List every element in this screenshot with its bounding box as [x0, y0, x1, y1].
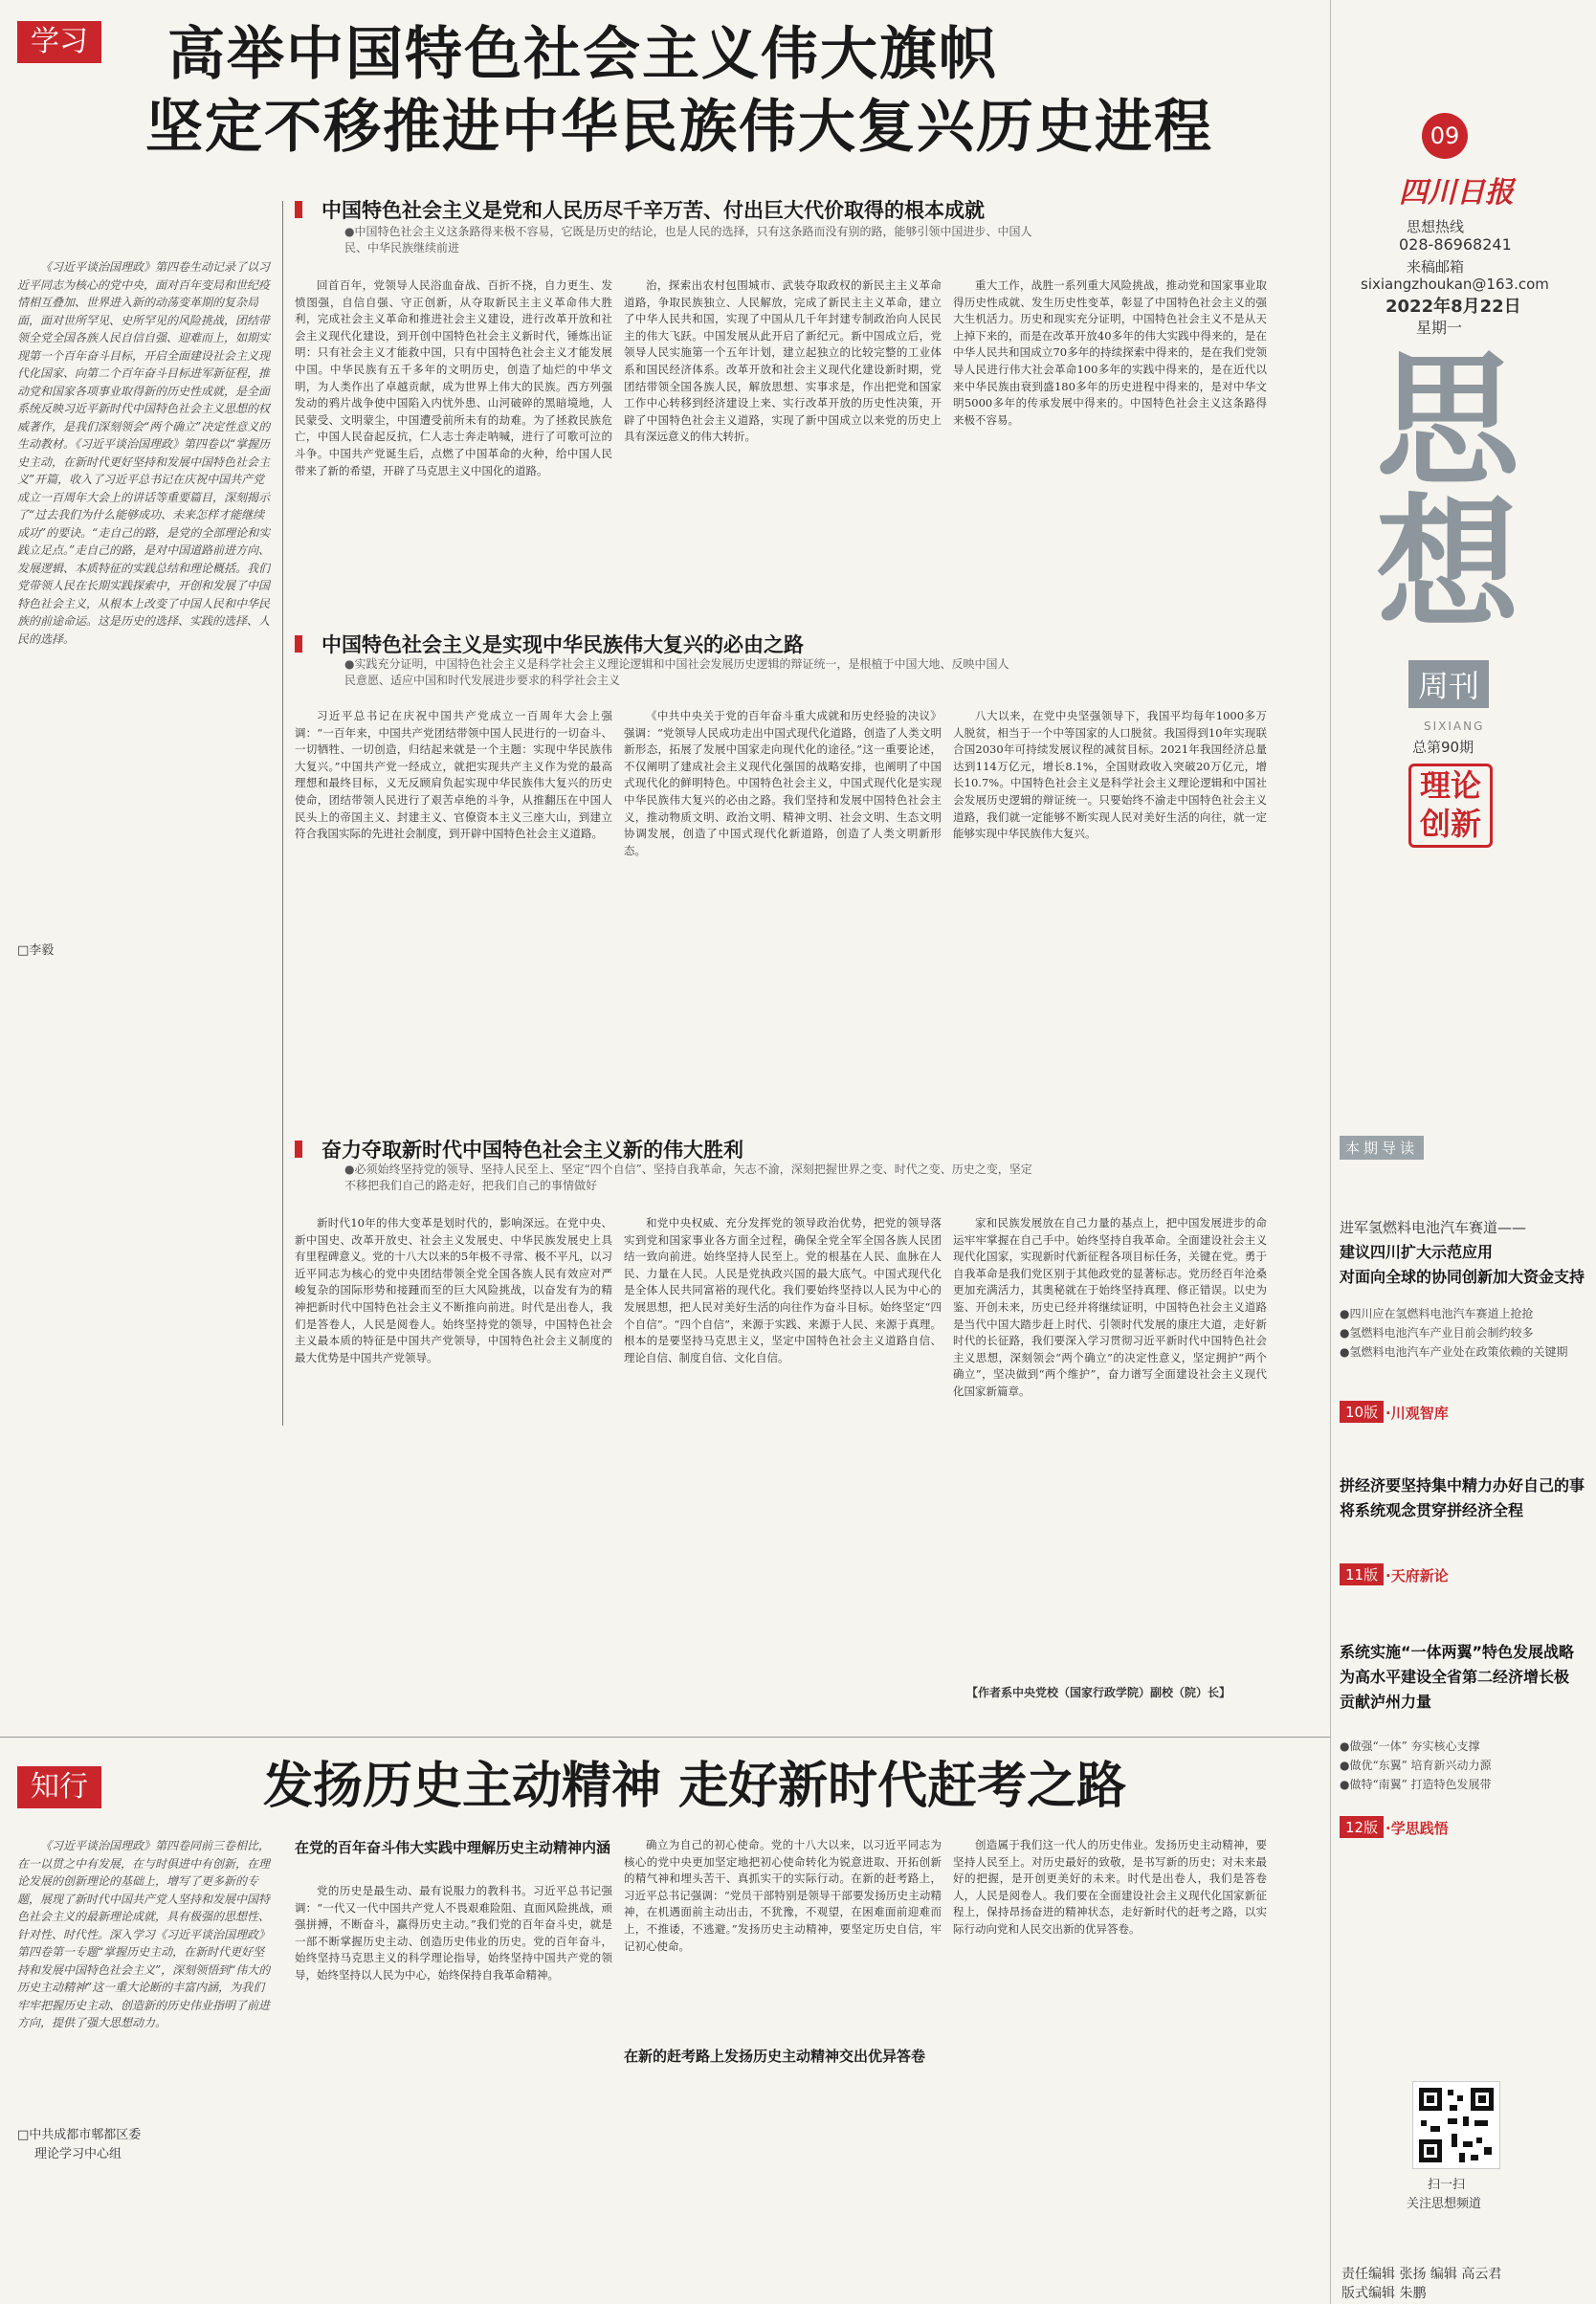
section-3-col-1: 新时代10年的伟大变革是划时代的，影响深远。在党中央、新中国史、改革开放史、社会主义发展史、中华民族发展史上具有里程碑意义。党的十八大以来的5年极不寻常、极不平凡，以习近平同志为核心的党中央团结带领全党全国各族人民有效应对严峻复杂的国际形势和接踵而至的巨大风险挑战，以奋发有为的精神把新时代中国特色社会主义不断推向前进。时代是出卷人，我们是答卷人，人民是阅卷人。始终坚持党的领导，中国特色社会主义最本质的特征是中国共产党领导，中国特色社会主义制度的最大优势是中国共产党领导。 [295, 1216, 612, 1364]
email-address: sixiangzhoukan@163.com [1361, 276, 1549, 293]
article-divider [0, 1737, 1330, 1738]
guide-3-section: ·学思践悟 [1385, 1820, 1449, 1837]
section-marker [295, 635, 302, 653]
bottom-col-3: 创造属于我们这一代人的历史伟业。发扬历史主动精神，要坚持人民至上。对历史最好的致敬，是书写新的历史；对未来最好的把握，是开创更美好的未来。时代是出卷人，我们是答卷人，人民是阅卷人。我们要在全面建设社会主义现代化国家新征程上，保持昂扬奋进的精神状态，走好新时代的赶考之路，以实际行动向党和人民交出新的优异答卷。 [953, 1838, 1267, 1936]
bottom-sub-1: 在党的百年奋斗伟大实践中理解历史主动精神内涵 [295, 1839, 611, 1856]
section-3-col-3: 家和民族发展放在自己力量的基点上，把中国发展进步的命运牢牢掌握在自己手中。始终坚持自我革命。全面建设社会主义现代化国家，实现新时代新征程各项目标任务，关键在党。勇于自我革命是我们党区别于其他政党的显著标志。党历经百年沧桑更加充满活力，其奥秘就在于始终坚持真理、修正错误。以史为鉴、开创未来，历史已经并将继续证明，中国特色社会主义道路是当代中国大踏步赶上时代、引领时代发展的康庄大道，走好新时代的长征路，我们要深入学习贯彻习近平新时代中国特色社会主义思想，深刻领会“两个确立”的决定性意义，坚定拥护“两个确立”，坚决做到“两个维护”，奋力谱写全面建设社会主义现代化国家新篇章。 [953, 1216, 1267, 1398]
section-1-col-2: 治，探索出农村包围城市、武装夺取政权的新民主主义革命道路，争取民族独立、人民解放，完成了新民主主义革命，建立了中华人民共和国，实现了中国从几千年封建专制政治向人民民主的伟大飞跃。中国发展从此开启了新纪元。新中国成立后，党领导人民实施第一个五年计划，建立起独立的比较完整的工业体系和国民经济体系。改革开放和社会主义现代化建设新时期，党团结带领全国各族人民，解放思想、实事求是，作出把党和国家工作中心转移到经济建设上来、实行改革开放的历史性决策，开辟了中国特色社会主义道路，实现了新中国成立以来党的历史上具有深远意义的伟大转折。 [624, 278, 942, 444]
weekly-badge: 周刊 [1408, 660, 1489, 708]
editor-credit-2: 版式编辑 朱鹏 [1341, 2286, 1427, 2301]
qr-caption-1: 扫一扫 [1428, 2178, 1466, 2192]
bottom-col-2: 确立为自己的初心使命。党的十八大以来，以习近平同志为核心的党中央更加坚定地把初心使命转化为锐意进取、开拓创新的精气神和埋头苦干、真抓实干的实际行动。在新的赶考路上，习近平总书记强调：“党员干部特别是领导干部要发扬历史主动精神，在机遇面前主动出击，不犹豫，不观望，在困难面前迎难而上，不推诿，不逃避。”发扬历史主动精神，要坚定历史自信，牢记初心使命。 [624, 1838, 942, 1953]
guide-1-bullet-2: ●氢燃料电池汽车产业目前会制约较多 [1340, 1326, 1534, 1340]
bottom-col-1: 党的历史是最生动、最有说服力的教科书。习近平总书记强调：“一代又一代中国共产党人不畏艰难险阻、直面风险挑战，顽强拼搏，不断奋斗，赢得历史主动。”我们党的百年奋斗史，就是一部不断掌握历史主动、创造历史伟业的历史。党的百年奋斗，始终坚持马克思主义的科学理论指导，始终坚持中国共产党的领导，始终坚持以人民为中心，始终保持自我革命精神。 [295, 1884, 612, 1982]
page-headline-line-2: 坚定不移推进中华民族伟大复兴历史进程 [145, 94, 1213, 161]
guide-1-kicker: 进军氢燃料电池汽车赛道—— [1340, 1219, 1527, 1236]
bottom-author-1: □中共成都市郫都区委 [17, 2128, 142, 2142]
guide-3-bullet-2: ●做优“东翼” 培育新兴动力源 [1340, 1759, 1492, 1772]
theory-innovation-stamp: 理论创新 [1408, 764, 1493, 848]
bottom-author-2: 理论学习中心组 [34, 2147, 122, 2161]
guide-1-title[interactable]: 建议四川扩大示范应用 对面向全球的协同创新加大资金支持 [1340, 1243, 1585, 1286]
section-big-title: 思想 [1351, 344, 1519, 631]
section-1-col-3: 重大工作，战胜一系列重大风险挑战，推动党和国家事业取得历史性成就、发生历史性变革，彰显了中国特色社会主义的强大生机活力。历史和现实充分证明，中国特色社会主义不是从天上掉下来的，而是在改革开放40多年的伟大实践中得来的，是在中华人民共和国成立70多年的持续探索中得来的，是在我们党领导人民进行伟大社会革命100多年的实践中得来的，是在近代以来中华民族由衰到盛180多年的历史进程中得来的，是对中华文明5000多年的传承发展中得来的。中国特色社会主义这条路得来极不容易。 [953, 278, 1267, 427]
guide-2-page[interactable]: 11版 [1340, 1563, 1384, 1585]
guide-3-title[interactable]: 系统实施“一体两翼”特色发展战略 为高水平建设全省第二经济增长极 贡献泸州力量 [1340, 1643, 1575, 1711]
hotline-number: 028-86968241 [1399, 235, 1512, 254]
section-title-3: 奋力夺取新时代中国特色社会主义新的伟大胜利 [321, 1139, 743, 1162]
guide-1-bullet-3: ●氢燃料电池汽车产业处在政策依赖的关键期 [1340, 1345, 1568, 1359]
section-2-col-3: 八大以来，在党中央坚强领导下，我国平均每年1000多万人脱贫，相当于一个中等国家的人口脱贫。我国得到10年实现联合国2030年可持续发展议程的减贫目标。2021年我国经济总量达到114万亿元，增长8.1%，全国财政收入突破20万亿元，增长10.7%。中国特色社会主义是科学社会主义理论逻辑和中国社会发展历史逻辑的辩证统一。只要始终不渝走中国特色社会主义道路，我们就一定能够不断实现人民对美好生活的向往，就一定能够实现中华民族伟大复兴。 [953, 709, 1267, 841]
hotline-label: 思想热线 [1407, 218, 1465, 235]
guide-1-bullet-1: ●四川应在氢燃料电池汽车赛道上抢抢 [1340, 1307, 1534, 1320]
guide-2-section: ·天府新论 [1385, 1567, 1449, 1584]
bottom-sub-2: 在新的赶考路上发扬历史主动精神交出优异答卷 [624, 2048, 926, 2065]
issue-weekday: 星期一 [1416, 319, 1463, 337]
email-label: 来稿邮箱 [1407, 258, 1465, 276]
section-title-2: 中国特色社会主义是实现中华民族伟大复兴的必由之路 [321, 633, 804, 656]
newspaper-logo: 四川日报 [1399, 176, 1514, 210]
author-note: 【作者系中央党校（国家行政学院）副校（院）长】 [966, 1686, 1231, 1699]
section-marker [295, 1141, 302, 1158]
side-summary: 《习近平谈治国理政》第四卷生动记录了以习近平同志为核心的党中央，面对百年变局和世纪疫情相互叠加、世界进入新的动荡变革期的复杂局面，面对世所罕见、史所罕见的风险挑战，团结带领全党全国各族人民自信自强、迎难而上，如期实现第一个百年奋斗目标，开启全面建设社会主义现代化国家、向第二个百年奋斗目标进军新征程，推动党和国家各项事业取得新的历史性成就，是全面系统反映习近平新时代中国特色社会主义思想的权威著作，是我们深刻领会“两个确立”决定性意义的生动教材。《习近平谈治国理政》第四卷以“掌握历史主动，在新时代更好坚持和发展中国特色社会主义”开篇，收入了习近平总书记在庆祝中国共产党成立一百周年大会上的讲话等重要篇目，深刻揭示了“过去我们为什么能够成功、未来怎样才能继续成功”的要诀。“走自己的路，是党的全部理论和实践立足点。”走自己的路，是对中国道路前进方向、发展逻辑、本质特征的实践总结和理论概括。我们党带领人民在长期实践探索中，开创和发展了中国特色社会主义，从根本上改变了中国人民和中华民族的前途命运。这是历史的选择、实践的选择、人民的选择。 [17, 260, 271, 646]
section-1-col-1: 回首百年，党领导人民浴血奋战、百折不挠，自力更生、发愤图强，自信自强、守正创新，从夺取新民主主义革命伟大胜利，完成社会主义革命和推进社会主义建设，进行改革开放和社会主义现代化建设，到开创中国特色社会主义新时代，锤炼出证明：只有社会主义才能救中国，只有中国特色社会主义才能发展中国。中华民族有五千多年的文明历史，创造了灿烂的中华文明，为人类作出了卓越贡献，成为世界上伟大的民族。西方列强发动的鸦片战争使中国陷入内忧外患、山河破碎的黑暗境地，人民蒙受、文明蒙尘，中国遭受前所未有的劫难。为了拯救民族危亡，中国人民奋起反抗，仁人志士奔走呐喊，进行了可歌可泣的斗争。中国共产党诞生后，点燃了中国革命的火种，给中国人民带来了新的希望，开辟了马克思主义中国化的道路。 [295, 278, 612, 477]
guide-3-bullet-3: ●做特“南翼” 打造特色发展带 [1340, 1778, 1492, 1791]
author-byline: □李毅 [17, 943, 55, 958]
section-3-col-2: 和党中央权威、充分发挥党的领导政治优势，把党的领导落实到党和国家事业各方面全过程，确保全党全军全国各族人民团结一致向前进。始终坚持人民至上。党的根基在人民、血脉在人民、力量在人民。人民是党执政兴国的最大底气。中国式现代化是全体人民共同富裕的现代化。我们要始终坚持以人民为中心的发展思想，把人民对美好生活的向往作为奋斗目标。始终坚定“四个自信”。“四个自信”，来源于实践、来源于人民、来源于真理。根本的是要坚持马克思主义，坚定中国特色社会主义道路自信、理论自信、制度自信、文化自信。 [624, 1216, 942, 1364]
section-deck-3: ●必须始终坚持党的领导、坚持人民至上、坚定“四个自信”、坚持自我革命，矢志不渝，深刻把握世界之变、时代之变、历史之变，坚定不移把我们自己的路走好，把我们自己的事情做好 [344, 1163, 1032, 1192]
page-number-badge: 09 [1422, 113, 1468, 159]
page-headline-line-1: 高举中国特色社会主义伟大旗帜 [167, 21, 998, 88]
section-tag-knowledge: 知行 [17, 1766, 101, 1808]
guide-label: 本期导读 [1340, 1136, 1424, 1160]
issue-number: 总第90期 [1412, 739, 1474, 756]
section-deck-1: ●中国特色社会主义这条路得来极不容易，它既是历史的结论，也是人民的选择，只有这条路而没有别的路，能够引领中国进步、中国人民、中华民族继续前进 [344, 225, 1032, 255]
section-title-1: 中国特色社会主义是党和人民历尽千辛万苦、付出巨大代价取得的根本成就 [321, 199, 985, 222]
guide-3-bullet-1: ●做强“一体” 夯实核心支撑 [1340, 1739, 1480, 1753]
section-2-col-1: 习近平总书记在庆祝中国共产党成立一百周年大会上强调：“一百年来，中国共产党团结带领中国人民进行的一切奋斗、一切牺牲、一切创造，归结起来就是一个主题：实现中华民族伟大复兴。”中国共产党一经成立，就把实现共产主义作为党的最高理想和最终目标，义无反顾肩负起实现中华民族伟大复兴的历史使命，团结带领人民进行了艰苦卓绝的斗争，从推翻压在中国人民头上的帝国主义、封建主义、官僚资本主义三座大山，到建立符合我国实际的先进社会制度，到开辟中国特色社会主义道路。 [295, 709, 612, 841]
guide-3-page[interactable]: 12版 [1340, 1816, 1384, 1838]
issue-date: 2022年8月22日 [1385, 297, 1521, 317]
column-divider [282, 201, 283, 1426]
section-tag-study: 学习 [17, 21, 101, 63]
masthead-divider [1330, 0, 1331, 2304]
section-marker [295, 201, 302, 218]
guide-1-page[interactable]: 10版 [1340, 1401, 1384, 1423]
bottom-side-summary: 《习近平谈治国理政》第四卷同前三卷相比，在一以贯之中有发展，在与时俱进中有创新，在理论发展的创新理论的基础上，增写了更多新的专题，展现了新时代中国共产党人坚持和发展中国特色社会主义的最新理论成就，具有极强的思想性、针对性、时代性。深入学习《习近平谈治国理政》第四卷第一专题“掌握历史主动，在新时代更好坚持和发展中国特色社会主义”，深刻领悟到“伟大的历史主动精神”这一重大论断的丰富内涵，为我们牢牢把握历史主动、创造新的历史伟业指明了前进方向，提供了强大思想动力。 [17, 1839, 271, 2029]
bottom-headline: 发扬历史主动精神 走好新时代赶考之路 [263, 1758, 1127, 1815]
section-pinyin: SIXIANG [1424, 720, 1485, 733]
guide-2-title[interactable]: 拼经济要坚持集中精力办好自己的事 将系统观念贯穿拼经济全程 [1340, 1476, 1585, 1519]
section-deck-2: ●实践充分证明，中国特色社会主义是科学社会主义理论逻辑和中国社会发展历史逻辑的辩证统一，是根植于中国大地、反映中国人民意愿、适应中国和时代发展进步要求的科学社会主义 [344, 657, 1009, 687]
qr-code-icon[interactable] [1412, 2081, 1500, 2169]
editor-credit-1: 责任编辑 张扬 编辑 高云君 [1341, 2267, 1502, 2282]
section-2-col-2: 《中共中央关于党的百年奋斗重大成就和历史经验的决议》强调：“党领导人民成功走出中国式现代化道路，创造了人类文明新形态，拓展了发展中国家走向现代化的途径。”这一重要论述，不仅阐明了建成社会主义现代化强国的战略安排，也阐明了中国式现代化的鲜明特色。中国特色社会主义，中国式现代化是实现中华民族伟大复兴的必由之路。我们坚持和发展中国特色社会主义，推动物质文明、政治文明、精神文明、社会文明、生态文明协调发展，创造了中国式现代化新道路，创造了人类文明新形态。 [624, 709, 942, 857]
guide-1-section: ·川观智库 [1385, 1405, 1449, 1422]
qr-caption-2: 关注思想频道 [1407, 2197, 1482, 2211]
